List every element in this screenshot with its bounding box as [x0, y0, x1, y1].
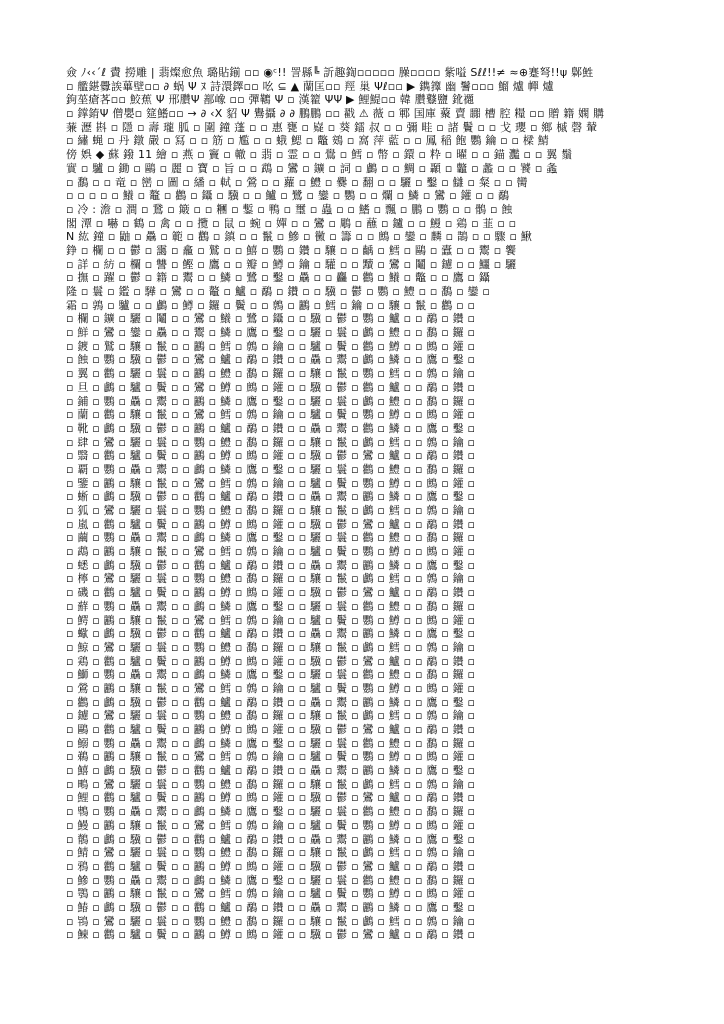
text-line: ▫ 鋪 ▫ 鸚 ▫ 驫 ▫ 鬻 ▫ ▫ 鸝 ▫ 鱗 ▫ 鷹 ▫ 鑿 ▫ ▫ 驪 ▫ 鬟 ▫ 鸕 ▫ 鱧 ▫ ▫ 鷭 ▫ 鑼 ▫: [66, 394, 476, 408]
text-line: ▫ 鶏 ▫ 鸛 ▫ 驢 ▫ 鬢 ▫ ▫ 鸝 ▫ 鱒 ▫ 鷓 ▫ 鑵 ▫ ▫ 驥 ▫ 鬱 ▫ 鸞 ▫ 鱸 ▫ ▫ 鷸 ▫ 鑽 ▫: [66, 654, 476, 668]
text-line: ▫ 蠍 ▫ 鸕 ▫ 驥 ▫ 鬱 ▫ ▫ 鸛 ▫ 鱸 ▫ 鷸 ▫ 鑽 ▫ ▫ 驫 ▫ 鬻 ▫ 鸝 ▫ 鱗 ▫ ▫ 鷹 ▫ 鑿 ▫: [66, 627, 476, 641]
text-line: ▫ 鮮 ▫ 鸞 ▫ 鑾 ▫ 驫 ▫ ▫ 鬻 ▫ 鱗 ▫ 鷹 ▫ 鑿 ▫ ▫ 驪 ▫ 鬟 ▫ 鸕 ▫ 鱧 ▫ ▫ 鷭 ▫ 鑼 ▫: [66, 326, 476, 340]
text-line: ▫ 鰺 ▫ 鸚 ▫ 驫 ▫ 鬻 ▫ ▫ 鸕 ▫ 鱗 ▫ 鷹 ▫ 鑿 ▫ ▫ 驪 ▫ 鬟 ▫ 鸛 ▫ 鱧 ▫ ▫ 鷭 ▫ 鑼 ▫: [66, 873, 476, 887]
text-line: ▫ 蜥 ▫ 鸕 ▫ 驥 ▫ 鬱 ▫ ▫ 鸛 ▫ 鱸 ▫ 鷸 ▫ 鑽 ▫ ▫ 驫 ▫ 鬻 ▫ 鸝 ▫ 鱗 ▫ ▫ 鷹 ▫ 鑿 ▫: [66, 490, 476, 504]
text-line: ▫ 鶯 ▫ 鸝 ▫ 驤 ▫ 鬣 ▫ ▫ 鸞 ▫ 鱈 ▫ 鷯 ▫ 鑰 ▫ ▫ 驢 ▫ 鬢 ▫ 鸚 ▫ 鱒 ▫ ▫ 鷓 ▫ 鑵 ▫: [66, 681, 476, 695]
text-line: ▫ 詳 ▫ 紡 ▫ 欄 ▫ 讐 ▫ 鰹 ▫ 鷹 ▫ ▫ 瓣 ▫ 鱒 ▫ 鑰 ▫ 驩 ▫ ▫ 黷 ▫ 鸞 ▫ 鬮 ▫ 鑢 ▫ ▫ 鱷 ▫ 驪: [66, 257, 517, 271]
text-line: 實 ▫ 驢 ▫ 鋤 ▫ 鷗 ▫ 麗 ▫ 寶 ▫ 旨 ▫ ▫ 鵡 ▫ 鸞 ▫ 鑛 ▫ 詞 ▫ 鸕 ▫ ▫ 鯛 ▫ 顳 ▫ 龞 ▫ 蠡 ▫ ▫ 饕 ▫ 螽: [66, 161, 558, 175]
text-line: ▫ 鰻 ▫ 鸝 ▫ 驤 ▫ 鬣 ▫ ▫ 鸞 ▫ 鱈 ▫ 鷯 ▫ 鑰 ▫ ▫ 驢 ▫ 鬢 ▫ 鸚 ▫ 鱒 ▫ ▫ 鷓 ▫ 鑵 ▫: [66, 818, 476, 832]
text-line: 霜 ▫ 鶉 ▫ 驢 ▫ ▫ 鸕 ▫ 鱒 ▫ 鑼 ▫ 鬢 ▫ ▫ 鷯 ▫ 鸝 ▫ 鱈 ▫ 鑰 ▫ ▫ 驤 ▫ 鬣 ▫ 鸛 ▫ ▫: [66, 298, 476, 312]
text-line: ▫ 鰊 ▫ 鸛 ▫ 驢 ▫ 鬢 ▫ ▫ 鸝 ▫ 鱒 ▫ 鷓 ▫ 鑵 ▫ ▫ 驥 ▫ 鬱 ▫ 鸞 ▫ 鱸 ▫ ▫ 鷸 ▫ 鑽 ▫: [66, 928, 476, 942]
text-line: [66, 942, 658, 956]
text-line: 僉 ﾉ‹‹´ℓ 賮 撈雕 | 翡燦愈魚 璐貼鎆 ▫▫ ◉ᶜ!! 詈縣╚ 訢趣鍧▫▫▫▫▫ 臊▫▫▫▫ 紫嗌 Sℓℓ!!≠ ≈⊕蹇弩!!ψ 鄡鮏: [66, 66, 594, 79]
text-line: ▫ 繡 蝇 ▫ 丹 鐓 嚴 ▫ 冩 ▫ ▫ 筋 ▫ 尷 ▫ ▫ 蛾 鰓 ▫ 鼈 鴳 ▫ 窩 萍 藍 ▫ ▫ 鳳 稲 飽 鸚 鑰 ▫ ▫ 樑 鯖: [66, 134, 549, 148]
text-line: ▫ 狐 ▫ 鸞 ▫ 驪 ▫ 鬟 ▫ ▫ 鸚 ▫ 鱧 ▫ 鷭 ▫ 鑼 ▫ ▫ 驤 ▫ 鬣 ▫ 鸕 ▫ 鱈 ▫ ▫ 鷯 ▫ 鑰 ▫: [66, 504, 476, 517]
text-line: ▫ 鵡 ▫ 鸝 ▫ 驤 ▫ 鬣 ▫ ▫ 鸞 ▫ 鱈 ▫ 鷯 ▫ 鑰 ▫ ▫ 驢 ▫ 鬢 ▫ 鸚 ▫ 鱒 ▫ ▫ 鷓 ▫ 鑵 ▫: [66, 545, 476, 559]
text-line: 傍 娯 ◆ 蘇 鏺 11 繪 ▫ 燕 ▫ 竇 ▫ 轍 ▫ 翡 ▫ 霊 ▫ ▫ 鷽 ▫ 鱈 ▫ 幣 ▫ 鐶 ▫ 粋 ▫ 曜 ▫ ▫ 錨 灩 ▫ ▫ 翼 鬚: [66, 148, 573, 162]
text-line: ▫ 鴫 ▫ 鸞 ▫ 驪 ▫ 鬟 ▫ ▫ 鸚 ▫ 鱧 ▫ 鷭 ▫ 鑼 ▫ ▫ 驤 ▫ 鬣 ▫ 鸕 ▫ 鱈 ▫ ▫ 鷯 ▫ 鑰 ▫: [66, 777, 476, 791]
text-line: ▫ 鱚 ▫ 鸕 ▫ 驥 ▫ 鬱 ▫ ▫ 鸛 ▫ 鱸 ▫ 鷸 ▫ 鑽 ▫ ▫ 驫 ▫ 鬻 ▫ 鸝 ▫ 鱗 ▫ ▫ 鷹 ▫ 鑿 ▫: [66, 764, 476, 778]
text-line: ▫ 鶺 ▫ 鸕 ▫ 驥 ▫ 鬱 ▫ ▫ 鸛 ▫ 鱸 ▫ 鷸 ▫ 鑽 ▫ ▫ 驫 ▫ 鬻 ▫ 鸝 ▫ 鱗 ▫ ▫ 鷹 ▫ 鑿 ▫: [66, 832, 476, 846]
text-line: ▫ 繭 ▫ 鸚 ▫ 驫 ▫ 鬻 ▫ ▫ 鸕 ▫ 鱗 ▫ 鷹 ▫ 鑿 ▫ ▫ 驪 ▫ 鬟 ▫ 鸛 ▫ 鱧 ▫ ▫ 鷭 ▫ 鑼 ▫: [66, 531, 476, 545]
text-line: ▫ 鴇 ▫ 鸞 ▫ 驪 ▫ 鬟 ▫ ▫ 鸚 ▫ 鱧 ▫ 鷭 ▫ 鑼 ▫ ▫ 驤 ▫ 鬣 ▫ 鸕 ▫ 鱈 ▫ ▫ 鷯 ▫ 鑰 ▫: [66, 914, 476, 928]
text-line: ▫ 鑢 ▫ 鸞 ▫ 驪 ▫ 鬟 ▫ ▫ 鸚 ▫ 鱧 ▫ 鷭 ▫ 鑼 ▫ ▫ 驤 ▫ 鬣 ▫ 鸕 ▫ 鱈 ▫ ▫ 鷯 ▫ 鑰 ▫: [66, 709, 476, 723]
text-line: ▫ 鯖 ▫ 鸞 ▫ 驪 ▫ 鬟 ▫ ▫ 鸚 ▫ 鱧 ▫ 鷭 ▫ 鑼 ▫ ▫ 驤 ▫ 鬣 ▫ 鸕 ▫ 鱈 ▫ ▫ 鷯 ▫ 鑰 ▫: [66, 846, 476, 860]
text-line: ▫ 欄 ▫ 鑛 ▫ 驪 ▫ 鬮 ▫ ▫ 鸞 ▫ 鱶 ▫ 鷺 ▫ 鑷 ▫ ▫ 驥 ▫ 鬱 ▫ 鸚 ▫ 鱸 ▫ ▫ 鷸 ▫ 鑽 ▫: [66, 312, 476, 326]
text-line: ▫ 鯉 ▫ 鸛 ▫ 驢 ▫ 鬢 ▫ ▫ 鸝 ▫ 鱒 ▫ 鷓 ▫ 鑵 ▫ ▫ 驥 ▫ 鬱 ▫ 鸞 ▫ 鱸 ▫ ▫ 鷸 ▫ 鑽 ▫: [66, 791, 476, 805]
text-line: ▫ 鵜 ▫ 鸝 ▫ 驤 ▫ 鬣 ▫ ▫ 鸞 ▫ 鱈 ▫ 鷯 ▫ 鑰 ▫ ▫ 驢 ▫ 鬢 ▫ 鸚 ▫ 鱒 ▫ ▫ 鷓 ▫ 鑵 ▫: [66, 750, 476, 764]
text-line: ▫ 翼 ▫ 鸛 ▫ 驪 ▫ 鬟 ▫ ▫ 鸝 ▫ 鱧 ▫ 鷭 ▫ 鑼 ▫ ▫ 驤 ▫ 鬣 ▫ 鸚 ▫ 鱈 ▫ ▫ 鷯 ▫ 鑰 ▫: [66, 367, 476, 381]
text-line: 鉤莝瘡茖▫▫ 鮫蕉 Ψ 邢臢Ψ 鄯嶑 ▫▫ 彈韀 Ψ ▫ 漢籊 ΨΨ ▶ 鯉鯷▫▫ 韓 臢鼟鹽 鈋禵: [66, 93, 475, 107]
text-line: ▫ 覇 ▫ 鸚 ▫ 驫 ▫ 鬻 ▫ ▫ 鸕 ▫ 鱗 ▫ 鷹 ▫ 鑿 ▫ ▫ 驪 ▫ 鬟 ▫ 鸛 ▫ 鱧 ▫ ▫ 鷭 ▫ 鑼 ▫: [66, 462, 476, 476]
text-line: ▫ 蝕 ▫ 鸚 ▫ 驥 ▫ 鬱 ▫ ▫ 鸞 ▫ 鱸 ▫ 鷸 ▫ 鑽 ▫ ▫ 驫 ▫ 鬻 ▫ 鸕 ▫ 鱗 ▫ ▫ 鷹 ▫ 鑿 ▫: [66, 353, 476, 367]
text-line: 閣 潭 ▫ 嚇 ▫ 鶴 ▫ 禽 ▫ ▫ 攬 ▫ 鼠 ▫ 蜿 ▫ 嬋 ▫ ▫ 鸞 ▫ 鵰 ▫ 蘸 ▫ 鑪 ▫ ▫ 鰻 ▫ 鶏 ▫ 韮 ▫ ▫: [66, 216, 517, 230]
text-line: ▫ 鰤 ▫ 鸚 ▫ 驫 ▫ 鬻 ▫ ▫ 鸕 ▫ 鱗 ▫ 鷹 ▫ 鑿 ▫ ▫ 驪 ▫ 鬟 ▫ 鸛 ▫ 鱧 ▫ ▫ 鷭 ▫ 鑼 ▫: [66, 668, 476, 682]
text-line: ▫ 鍍 ▫ 鷲 ▫ 驤 ▫ 鬣 ▫ ▫ 鸝 ▫ 鱈 ▫ 鷯 ▫ 鑰 ▫ ▫ 驢 ▫ 鬢 ▫ 鸛 ▫ 鱒 ▫ ▫ 鷓 ▫ 鑵 ▫: [66, 339, 476, 353]
text-line: N 紘 鐘 ▫ 鼬 ▫ 驫 ▫ 範 ▫ 鸛 ▫ 鎮 ▫ ▫ 鬣 ▫ 鰺 ▫ 黴 ▫ 籌 ▫ ▫ 鷓 ▫ 鑾 ▫ 麟 ▫ 鵲 ▫ ▫ 驟 ▫ 鰍: [66, 230, 532, 244]
text-line: ▫ 鸛 ▫ 鸕 ▫ 驥 ▫ 鬱 ▫ ▫ 鸛 ▫ 鱸 ▫ 鷸 ▫ 鑽 ▫ ▫ 驫 ▫ 鬻 ▫ 鸝 ▫ 鱗 ▫ ▫ 鷹 ▫ 鑿 ▫: [66, 695, 476, 709]
text-line: ▫ 撫 ▫ 躍 ▫ 鬱 ▫ 籍 ▫ 鬻 ▫ ▫ 鱗 ▫ 鷺 ▫ 鑿 ▫ 驫 ▫ ▫ 麤 ▫ 鸛 ▫ 鱶 ▫ 鼈 ▫ ▫ 鷹 ▫ 鑷: [66, 271, 491, 285]
text-line: ▫ 鐣錥Ψ 僧嬰▫ 筵鰭▫▫ → ∂ ‹X 貂 Ψ 鸒攝 ∂ ∂ 鵬鵬 ▫▫ 戳 ⚠ 薇 ▫ 鄆 国庫 藂 賣 嚻 槽 腔 糧 ▫▫ 贈 籍 嫻 購: [66, 107, 605, 121]
text-line: ▫ 鴉 ▫ 鸛 ▫ 驢 ▫ 鬢 ▫ ▫ 鸝 ▫ 鱒 ▫ 鷓 ▫ 鑵 ▫ ▫ 驥 ▫ 鬱 ▫ 鸞 ▫ 鱸 ▫ ▫ 鷸 ▫ 鑽 ▫: [66, 859, 476, 873]
text-line: ▫ 旦 ▫ 鸕 ▫ 驢 ▫ 鬢 ▫ ▫ 鸞 ▫ 鱒 ▫ 鷓 ▫ 鑵 ▫ ▫ 驥 ▫ 鬱 ▫ 鸛 ▫ 鱸 ▫ ▫ 鷸 ▫ 鑽 ▫: [66, 380, 476, 394]
text-line: ▫ 鶚 ▫ 鸝 ▫ 驤 ▫ 鬣 ▫ ▫ 鸞 ▫ 鱈 ▫ 鷯 ▫ 鑰 ▫ ▫ 驢 ▫ 鬢 ▫ 鸚 ▫ 鱒 ▫ ▫ 鷓 ▫ 鑵 ▫: [66, 887, 476, 901]
text-line: ▫ 鷗 ▫ 鸛 ▫ 驢 ▫ 鬢 ▫ ▫ 鸝 ▫ 鱒 ▫ 鷓 ▫ 鑵 ▫ ▫ 驥 ▫ 鬱 ▫ 鸞 ▫ 鱸 ▫ ▫ 鷸 ▫ 鑽 ▫: [66, 723, 476, 736]
text-line: ▫ 艦鍖釁誒蓽壁▫▫ ∂ 蜗 Ψ ﾇ 詩澴鐸▫▫ 吆 ⊆ ▲ 蘭匡▫▫ 羥 巢 Ψℓ▫▫ ▶ 鐫籜 幽 鬐▫▫▫ 鰡 爐 幝 爐: [66, 79, 554, 93]
text-line: ▫ 鷭 ▫ ▫ 竜 ▫ 巒 ▫ 圖 ▫ 繙 ▫ 軾 ▫ 鶯 ▫ ▫ 蘿 ▫ 鱧 ▫ 爨 ▫ 翻 ▫ ▫ 驪 ▫ 鑿 ▫ 讎 ▫ 粲 ▫ ▫ 臠: [66, 175, 528, 189]
glyph-text-block: [66, 66, 658, 956]
text-line: 蒹 瀝 斟 ▫ 隱 ▫ 壽 瓏 胍 ▫ 圍 鐘 蓬 ▫ ▫ 惠 甕 ▫ 嶷 ▫ 葵 鐳 叔 ▫ ▫ 彌 畦 ▫ 諸 鬢 ▫ ▫ 戈 瓔 ▫ 鄉 槭 磬 輦: [66, 120, 598, 134]
text-line: ▫ 蟋 ▫ 鸕 ▫ 驥 ▫ 鬱 ▫ ▫ 鸛 ▫ 鱸 ▫ 鷸 ▫ 鑽 ▫ ▫ 驫 ▫ 鬻 ▫ 鸝 ▫ 鱗 ▫ ▫ 鷹 ▫ 鑿 ▫: [66, 558, 476, 572]
text-line: ▫ 鑒 ▫ 鸝 ▫ 驤 ▫ 鬣 ▫ ▫ 鸞 ▫ 鱈 ▫ 鷯 ▫ 鑰 ▫ ▫ 驢 ▫ 鬢 ▫ 鸚 ▫ 鱒 ▫ ▫ 鷓 ▫ 鑵 ▫: [66, 476, 476, 490]
text-line: 隆 ▫ 鬟 ▫ 鑑 ▫ 驊 ▫ 鸞 ▫ ▫ 鼇 ▫ 鱸 ▫ 鷸 ▫ 鑽 ▫ ▫ 驥 ▫ 鬱 ▫ 鸚 ▫ 鱧 ▫ ▫ 鷭 ▫ 鑾 ▫: [66, 285, 491, 298]
text-line: ▫ 肆 ▫ 鸞 ▫ 驪 ▫ 鬟 ▫ ▫ 鸚 ▫ 鱧 ▫ 鷭 ▫ 鑼 ▫ ▫ 驤 ▫ 鬣 ▫ 鸕 ▫ 鱈 ▫ ▫ 鷯 ▫ 鑰 ▫: [66, 435, 476, 449]
text-line: ▫ 磯 ▫ 鸛 ▫ 驢 ▫ 鬢 ▫ ▫ 鸝 ▫ 鱒 ▫ 鷓 ▫ 鑵 ▫ ▫ 驥 ▫ 鬱 ▫ 鸞 ▫ 鱸 ▫ ▫ 鷸 ▫ 鑽 ▫: [66, 586, 476, 600]
text-line: ▫ 鰐 ▫ 鸝 ▫ 驤 ▫ 鬣 ▫ ▫ 鸞 ▫ 鱈 ▫ 鷯 ▫ 鑰 ▫ ▫ 驢 ▫ 鬢 ▫ 鸚 ▫ 鱒 ▫ ▫ 鷓 ▫ 鑵 ▫: [66, 613, 476, 627]
text-line: ▫ 鯨 ▫ 鸞 ▫ 驪 ▫ 鬟 ▫ ▫ 鸚 ▫ 鱧 ▫ 鷭 ▫ 鑼 ▫ ▫ 驤 ▫ 鬣 ▫ 鸕 ▫ 鱈 ▫ ▫ 鷯 ▫ 鑰 ▫: [66, 640, 476, 654]
text-line: ▫ 鵯 ▫ 鸚 ▫ 驫 ▫ 鬻 ▫ ▫ 鸕 ▫ 鱗 ▫ 鷹 ▫ 鑿 ▫ ▫ 驪 ▫ 鬟 ▫ 鸛 ▫ 鱧 ▫ ▫ 鷭 ▫ 鑼 ▫: [66, 805, 476, 819]
text-line: ▫ ▫ ▫ ▫ ▫ 鱶 ▫ 鼇 ▫ 鸛 ▫ 鑷 ▫ 驥 ▫ ▫ 鱸 ▫ 鷺 ▫ 鑾 ▫ 鸚 ▫ ▫ 爛 ▫ 鱗 ▫ 鸞 ▫ 鑵 ▫ ▫ 鷸: [66, 189, 510, 203]
text-line: ▫ 鰯 ▫ 鸚 ▫ 驫 ▫ 鬻 ▫ ▫ 鸕 ▫ 鱗 ▫ 鷹 ▫ 鑿 ▫ ▫ 驪 ▫ 鬟 ▫ 鸛 ▫ 鱧 ▫ ▫ 鷭 ▫ 鑼 ▫: [66, 736, 476, 750]
text-line: ▫ 檸 ▫ 鸞 ▫ 驪 ▫ 鬟 ▫ ▫ 鸚 ▫ 鱧 ▫ 鷭 ▫ 鑼 ▫ ▫ 驤 ▫ 鬣 ▫ 鸕 ▫ 鱈 ▫ ▫ 鷯 ▫ 鑰 ▫: [66, 572, 476, 586]
text-line: ▫ 鰆 ▫ 鸕 ▫ 驥 ▫ 鬱 ▫ ▫ 鸛 ▫ 鱸 ▫ 鷸 ▫ 鑽 ▫ ▫ 驫 ▫ 鬻 ▫ 鸝 ▫ 鱗 ▫ ▫ 鷹 ▫ 鑿 ▫: [66, 900, 476, 914]
text-line: ▫ 蘭 ▫ 鸛 ▫ 驤 ▫ 鬣 ▫ ▫ 鸞 ▫ 鱈 ▫ 鷯 ▫ 鑰 ▫ ▫ 驢 ▫ 鬢 ▫ 鸚 ▫ 鱒 ▫ ▫ 鷓 ▫ 鑵 ▫: [66, 408, 476, 422]
text-line: ▫ 蘚 ▫ 鸚 ▫ 驫 ▫ 鬻 ▫ ▫ 鸕 ▫ 鱗 ▫ 鷹 ▫ 鑿 ▫ ▫ 驪 ▫ 鬟 ▫ 鸛 ▫ 鱧 ▫ ▫ 鷭 ▫ 鑼 ▫: [66, 599, 476, 613]
text-line: 錚 ▫ 欄 ▫ ▫ 鬱 ▫ 靄 ▫ 龕 ▫ 鷲 ▫ ▫ 鱚 ▫ 鸚 ▫ 鑽 ▫ 驤 ▫ ▫ 齲 ▫ 鱈 ▫ 鷗 ▫ 蠹 ▫ ▫ 鬻 ▫ 饗: [66, 243, 517, 257]
text-line: ▫ 嵐 ▫ 鸛 ▫ 驢 ▫ 鬢 ▫ ▫ 鸝 ▫ 鱒 ▫ 鷓 ▫ 鑵 ▫ ▫ 驥 ▫ 鬱 ▫ 鸞 ▫ 鱸 ▫ ▫ 鷸 ▫ 鑽 ▫: [66, 517, 476, 531]
text-line: ▫ 冷 : 澹 ▫ 澗 ▫ 鵞 ▫ 簸 ▫ ▫ 糰 ▫ 鏨 ▫ 鴨 ▫ 璽 ▫ 蟲 ▫ ▫ 鰭 ▫ 飄 ▫ 鵬 ▫ 鸚 ▫ ▫ 鶻 ▫ 蝕: [66, 202, 513, 216]
text-line: ▫ 翳 ▫ 鸛 ▫ 驢 ▫ 鬢 ▫ ▫ 鸝 ▫ 鱒 ▫ 鷓 ▫ 鑵 ▫ ▫ 驥 ▫ 鬱 ▫ 鸞 ▫ 鱸 ▫ ▫ 鷸 ▫ 鑽 ▫: [66, 449, 476, 463]
text-line: ▫ 靴 ▫ 鸕 ▫ 驥 ▫ 鬱 ▫ ▫ 鸝 ▫ 鱸 ▫ 鷸 ▫ 鑽 ▫ ▫ 驫 ▫ 鬻 ▫ 鸛 ▫ 鱗 ▫ ▫ 鷹 ▫ 鑿 ▫: [66, 421, 476, 435]
